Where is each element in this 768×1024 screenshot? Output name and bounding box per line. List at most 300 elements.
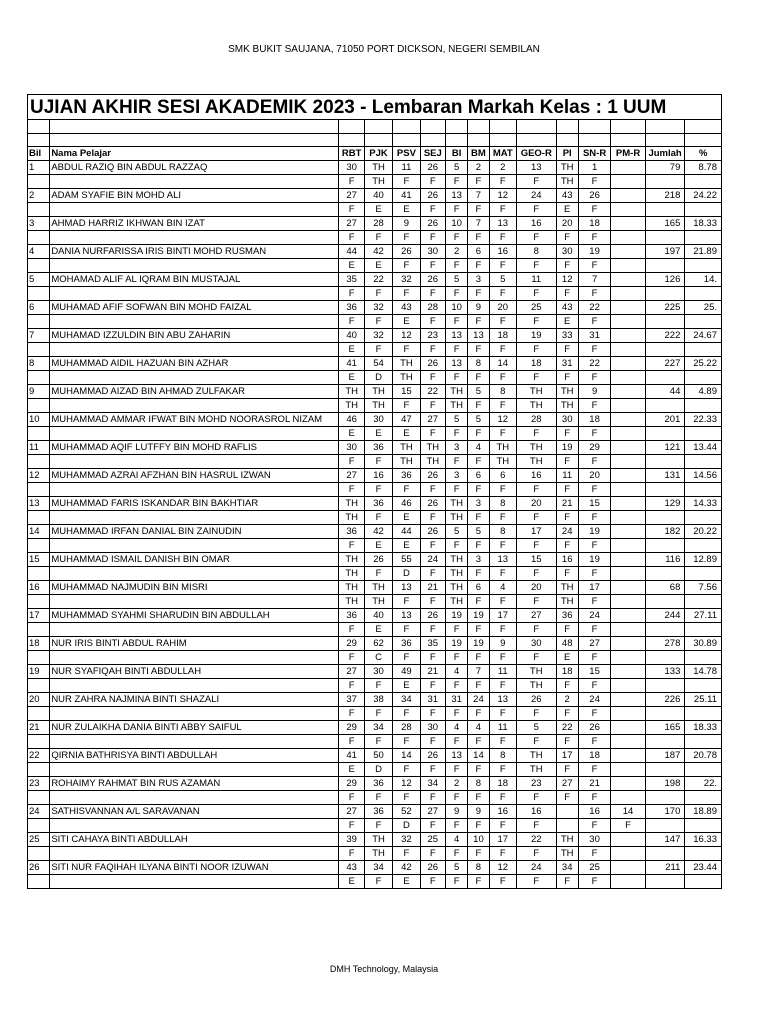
mark-cell: 13 (489, 217, 516, 231)
grade-cell: TH (339, 567, 364, 581)
blank-cell (685, 763, 722, 777)
total-cell: 170 (645, 805, 685, 819)
mark-cell: 26 (420, 497, 445, 511)
mark-cell: 43 (556, 189, 578, 203)
grade-cell: F (489, 203, 516, 217)
grade-cell: D (393, 567, 420, 581)
blank-cell (28, 483, 50, 497)
blank-cell (685, 511, 722, 525)
grade-cell: TH (556, 847, 578, 861)
mark-cell: 40 (364, 609, 392, 623)
grade-cell: F (578, 399, 610, 413)
student-row (28, 637, 722, 651)
grade-cell: F (420, 511, 445, 525)
mark-cell: 5 (445, 861, 467, 875)
mark-cell (611, 637, 645, 651)
grade-cell: F (364, 819, 392, 833)
student-row (28, 161, 722, 175)
blank-cell (28, 427, 50, 441)
blank-cell (645, 707, 685, 721)
mark-cell: 6 (468, 469, 489, 483)
grade-cell: F (516, 819, 556, 833)
mark-cell: 13 (393, 581, 420, 595)
blank-cell (28, 735, 50, 749)
grade-row (28, 763, 722, 777)
blank-cell (28, 315, 50, 329)
mark-cell: 27 (339, 217, 364, 231)
grade-cell: F (468, 259, 489, 273)
column-header: PM-R (611, 147, 645, 161)
blank-cell (685, 259, 722, 273)
total-cell: 44 (645, 385, 685, 399)
grade-cell: F (489, 875, 516, 889)
grade-cell (611, 203, 645, 217)
blank-cell (28, 623, 50, 637)
blank-cell (28, 847, 50, 861)
mark-cell: 36 (393, 469, 420, 483)
mark-cell: 36 (339, 301, 364, 315)
blank-cell (50, 427, 339, 441)
blank-cell (645, 371, 685, 385)
grade-cell: F (339, 819, 364, 833)
student-name: MUHAMMAD FARIS ISKANDAR BIN BAKHTIAR (50, 497, 339, 511)
mark-cell: 8 (516, 245, 556, 259)
grade-cell: F (420, 623, 445, 637)
blank-cell (445, 120, 467, 133)
grade-cell: F (364, 231, 392, 245)
blank-cell (50, 679, 339, 693)
blank-cell (685, 651, 722, 665)
mark-cell: 11 (516, 273, 556, 287)
grade-cell (611, 623, 645, 637)
grade-cell (611, 707, 645, 721)
mark-cell: TH (339, 581, 364, 595)
student-number: 11 (28, 441, 50, 455)
mark-cell: TH (556, 385, 578, 399)
total-cell: 79 (645, 161, 685, 175)
mark-cell: 5 (516, 721, 556, 735)
student-number: 6 (28, 301, 50, 315)
blank-cell (420, 120, 445, 133)
mark-cell: 22 (578, 357, 610, 371)
mark-cell: 12 (393, 777, 420, 791)
grade-cell: F (364, 455, 392, 469)
percent-cell: 30.89 (685, 637, 722, 651)
mark-cell: 19 (468, 637, 489, 651)
mark-cell: 22 (556, 721, 578, 735)
grade-cell: F (468, 399, 489, 413)
grade-cell (611, 763, 645, 777)
mark-cell: 16 (516, 217, 556, 231)
grade-cell: F (445, 875, 467, 889)
mark-cell: 8 (489, 749, 516, 763)
mark-cell: 14 (468, 749, 489, 763)
grade-cell: F (420, 175, 445, 189)
grade-cell: F (578, 287, 610, 301)
student-number: 16 (28, 581, 50, 595)
grade-cell: F (489, 791, 516, 805)
student-row (28, 665, 722, 679)
student-number: 3 (28, 217, 50, 231)
mark-cell: 3 (445, 441, 467, 455)
mark-cell: 36 (364, 777, 392, 791)
grade-cell (611, 735, 645, 749)
grade-cell (611, 539, 645, 553)
blank-cell (685, 399, 722, 413)
grade-cell: F (445, 651, 467, 665)
blank-cell (685, 287, 722, 301)
mark-cell: 35 (339, 273, 364, 287)
mark-cell: TH (393, 357, 420, 371)
mark-cell: 18 (578, 413, 610, 427)
mark-cell: 4 (445, 721, 467, 735)
blank-cell (685, 623, 722, 637)
blank-cell (578, 133, 610, 146)
mark-cell: 16 (364, 469, 392, 483)
mark-cell: 37 (339, 693, 364, 707)
student-number: 19 (28, 665, 50, 679)
mark-cell: 24 (516, 861, 556, 875)
grade-cell (611, 259, 645, 273)
grade-row (28, 875, 722, 889)
column-header: Nama Pelajar (50, 147, 339, 161)
grade-cell: F (489, 735, 516, 749)
mark-cell: 35 (420, 637, 445, 651)
mark-cell: 31 (445, 693, 467, 707)
blank-cell (445, 133, 467, 146)
total-cell: 131 (645, 469, 685, 483)
blank-cell (28, 595, 50, 609)
mark-cell (611, 357, 645, 371)
mark-cell: 19 (516, 329, 556, 343)
grade-cell: F (578, 371, 610, 385)
grade-cell: F (468, 651, 489, 665)
mark-cell: 41 (393, 189, 420, 203)
grade-cell: E (393, 511, 420, 525)
mark-cell: TH (339, 553, 364, 567)
grade-cell: F (420, 763, 445, 777)
mark-cell: 17 (489, 609, 516, 623)
mark-cell: 33 (556, 329, 578, 343)
grade-cell: TH (516, 679, 556, 693)
blank-cell (339, 133, 364, 146)
mark-cell: 26 (516, 693, 556, 707)
blank-cell (685, 819, 722, 833)
mark-cell: 17 (578, 581, 610, 595)
grade-row (28, 259, 722, 273)
mark-cell: 2 (468, 161, 489, 175)
blank-cell (645, 651, 685, 665)
grade-cell: TH (445, 399, 467, 413)
grade-cell: F (468, 735, 489, 749)
mark-cell: 10 (445, 301, 467, 315)
grade-cell: F (445, 735, 467, 749)
grade-cell (611, 371, 645, 385)
mark-cell: TH (339, 497, 364, 511)
mark-cell: 2 (556, 693, 578, 707)
blank-cell (50, 567, 339, 581)
grade-row (28, 819, 722, 833)
total-cell: 244 (645, 609, 685, 623)
mark-cell: 50 (364, 749, 392, 763)
grade-cell: TH (445, 567, 467, 581)
mark-cell (611, 413, 645, 427)
student-number: 5 (28, 273, 50, 287)
grade-cell: F (393, 399, 420, 413)
mark-cell: 20 (556, 217, 578, 231)
grade-cell: F (578, 735, 610, 749)
student-number: 20 (28, 693, 50, 707)
mark-cell: TH (339, 385, 364, 399)
blank-cell (685, 231, 722, 245)
mark-cell: 7 (468, 189, 489, 203)
student-row (28, 245, 722, 259)
blank-cell (50, 399, 339, 413)
student-row (28, 273, 722, 287)
blank-cell (28, 259, 50, 273)
mark-cell: 9 (489, 637, 516, 651)
blank-cell (28, 343, 50, 357)
mark-cell: 36 (393, 637, 420, 651)
grade-cell (611, 399, 645, 413)
blank-cell (685, 679, 722, 693)
mark-cell: 3 (468, 553, 489, 567)
percent-cell: 23.44 (685, 861, 722, 875)
mark-cell: 2 (445, 245, 467, 259)
mark-cell: 28 (516, 413, 556, 427)
mark-cell: 30 (516, 637, 556, 651)
blank-cell (645, 315, 685, 329)
blank-cell (685, 203, 722, 217)
mark-cell (611, 833, 645, 847)
grade-cell: E (339, 427, 364, 441)
grade-cell: F (489, 343, 516, 357)
page-footer: DMH Technology, Malaysia (329, 964, 439, 974)
blank-cell (50, 483, 339, 497)
grade-cell: F (420, 567, 445, 581)
mark-cell: TH (364, 833, 392, 847)
grade-cell: F (445, 287, 467, 301)
mark-cell: 19 (468, 609, 489, 623)
mark-cell: 5 (445, 525, 467, 539)
mark-cell: 34 (393, 693, 420, 707)
grade-cell: F (516, 651, 556, 665)
grade-cell: F (468, 875, 489, 889)
blank-cell (28, 819, 50, 833)
grade-cell: F (420, 791, 445, 805)
grade-row (28, 595, 722, 609)
grade-cell: F (393, 651, 420, 665)
total-cell: 147 (645, 833, 685, 847)
mark-cell: 18 (578, 749, 610, 763)
grade-cell: F (468, 623, 489, 637)
mark-cell: 3 (468, 273, 489, 287)
grade-cell: F (420, 735, 445, 749)
header-row (28, 147, 722, 161)
mark-cell: 28 (364, 217, 392, 231)
mark-cell: 12 (489, 189, 516, 203)
grade-cell: F (420, 259, 445, 273)
mark-cell: 46 (393, 497, 420, 511)
student-number: 24 (28, 805, 50, 819)
grade-cell: F (489, 259, 516, 273)
percent-cell: 18.33 (685, 217, 722, 231)
mark-cell: TH (364, 581, 392, 595)
mark-cell: 29 (339, 721, 364, 735)
grade-cell: TH (445, 511, 467, 525)
grade-cell: E (364, 203, 392, 217)
grade-cell (611, 483, 645, 497)
student-name: MUHAMMAD AZRAI AFZHAN BIN HASRUL IZWAN (50, 469, 339, 483)
mark-cell: 34 (420, 777, 445, 791)
mark-cell: 30 (339, 161, 364, 175)
mark-cell: 26 (420, 525, 445, 539)
mark-cell: 7 (468, 217, 489, 231)
blank-cell (685, 567, 722, 581)
blank-cell (50, 343, 339, 357)
student-name: MUHAMMAD SYAHMI SHARUDIN BIN ABDULLAH (50, 609, 339, 623)
grade-cell (611, 875, 645, 889)
blank-cell (685, 427, 722, 441)
grade-cell: F (468, 567, 489, 581)
grade-cell: F (578, 707, 610, 721)
grade-cell: F (578, 763, 610, 777)
grade-cell: F (468, 371, 489, 385)
column-header: GEO-R (516, 147, 556, 161)
student-row (28, 301, 722, 315)
mark-cell: 5 (468, 413, 489, 427)
blank-cell (28, 651, 50, 665)
grade-cell: E (393, 203, 420, 217)
student-row (28, 217, 722, 231)
grade-cell: TH (516, 399, 556, 413)
grade-cell: F (489, 175, 516, 189)
student-name: NUR ZAHRA NAJMINA BINTI SHAZALI (50, 693, 339, 707)
mark-cell: 12 (489, 413, 516, 427)
student-name: MUHAMAD IZZULDIN BIN ABU ZAHARIN (50, 329, 339, 343)
mark-cell: 26 (420, 469, 445, 483)
grade-cell (556, 819, 578, 833)
grade-cell: F (489, 483, 516, 497)
mark-cell: 5 (445, 273, 467, 287)
mark-cell: 26 (420, 189, 445, 203)
grade-cell: F (516, 567, 556, 581)
student-name: NUR SYAFIQAH BINTI ABDULLAH (50, 665, 339, 679)
marks-table (27, 120, 722, 889)
blank-cell (645, 819, 685, 833)
student-number: 22 (28, 749, 50, 763)
blank-cell (685, 371, 722, 385)
mark-cell: 5 (489, 273, 516, 287)
blank-cell (685, 120, 722, 133)
mark-cell: 6 (468, 245, 489, 259)
grade-cell: F (516, 511, 556, 525)
blank-cell (393, 133, 420, 146)
grade-row (28, 847, 722, 861)
mark-cell: 40 (364, 189, 392, 203)
grade-cell: E (364, 427, 392, 441)
column-header: SEJ (420, 147, 445, 161)
mark-cell: 24 (468, 693, 489, 707)
mark-cell: 24 (516, 189, 556, 203)
blank-cell (611, 120, 645, 133)
mark-cell: 2 (445, 777, 467, 791)
grade-cell: F (364, 679, 392, 693)
grade-cell (611, 595, 645, 609)
mark-cell (611, 441, 645, 455)
mark-cell: 36 (339, 609, 364, 623)
blank-row (28, 133, 722, 146)
blank-cell (516, 120, 556, 133)
grade-cell: F (578, 315, 610, 329)
grade-cell: F (489, 595, 516, 609)
grade-row (28, 567, 722, 581)
mark-cell: 42 (364, 245, 392, 259)
mark-cell (611, 385, 645, 399)
total-cell: 227 (645, 357, 685, 371)
grade-cell: F (516, 791, 556, 805)
grade-cell: F (445, 483, 467, 497)
mark-cell: 14 (611, 805, 645, 819)
mark-cell: 13 (468, 329, 489, 343)
mark-cell: 13 (445, 749, 467, 763)
percent-cell: 18.33 (685, 721, 722, 735)
grade-cell: F (445, 371, 467, 385)
mark-cell: TH (516, 749, 556, 763)
grade-cell: F (364, 875, 392, 889)
grade-cell: E (364, 259, 392, 273)
grade-cell: F (420, 203, 445, 217)
student-number: 25 (28, 833, 50, 847)
grade-cell: F (445, 343, 467, 357)
mark-cell: TH (445, 581, 467, 595)
percent-cell: 14.78 (685, 665, 722, 679)
student-name: MUHAMMAD AQIF LUTFFY BIN MOHD RAFLIS (50, 441, 339, 455)
mark-cell (611, 553, 645, 567)
student-row (28, 357, 722, 371)
grade-cell: F (393, 707, 420, 721)
mark-cell (611, 497, 645, 511)
blank-cell (28, 455, 50, 469)
mark-cell: 24 (578, 693, 610, 707)
mark-cell: TH (420, 441, 445, 455)
grade-cell: E (556, 651, 578, 665)
grade-cell: F (489, 819, 516, 833)
grade-cell: F (420, 819, 445, 833)
grade-cell: TH (339, 399, 364, 413)
mark-cell: 30 (420, 245, 445, 259)
school-header: SMK BUKIT SAUJANA, 71050 PORT DICKSON, NEGERI SEMBILAN (228, 44, 540, 55)
grade-cell: F (364, 287, 392, 301)
mark-cell: 5 (468, 385, 489, 399)
grade-cell: F (556, 875, 578, 889)
grade-cell: F (393, 343, 420, 357)
blank-cell (556, 120, 578, 133)
mark-cell: 30 (556, 245, 578, 259)
column-header: SN-R (578, 147, 610, 161)
student-row (28, 553, 722, 567)
blank-cell (685, 175, 722, 189)
grade-cell: F (445, 819, 467, 833)
mark-cell: 22 (420, 385, 445, 399)
student-name: SITI NUR FAQIHAH ILYANA BINTI NOOR IZUWAN (50, 861, 339, 875)
grade-cell: F (556, 735, 578, 749)
grade-cell: F (468, 483, 489, 497)
grade-cell: TH (339, 595, 364, 609)
grade-cell: F (578, 427, 610, 441)
mark-cell: 26 (420, 273, 445, 287)
student-name: ABDUL RAZIQ BIN ABDUL RAZZAQ (50, 161, 339, 175)
